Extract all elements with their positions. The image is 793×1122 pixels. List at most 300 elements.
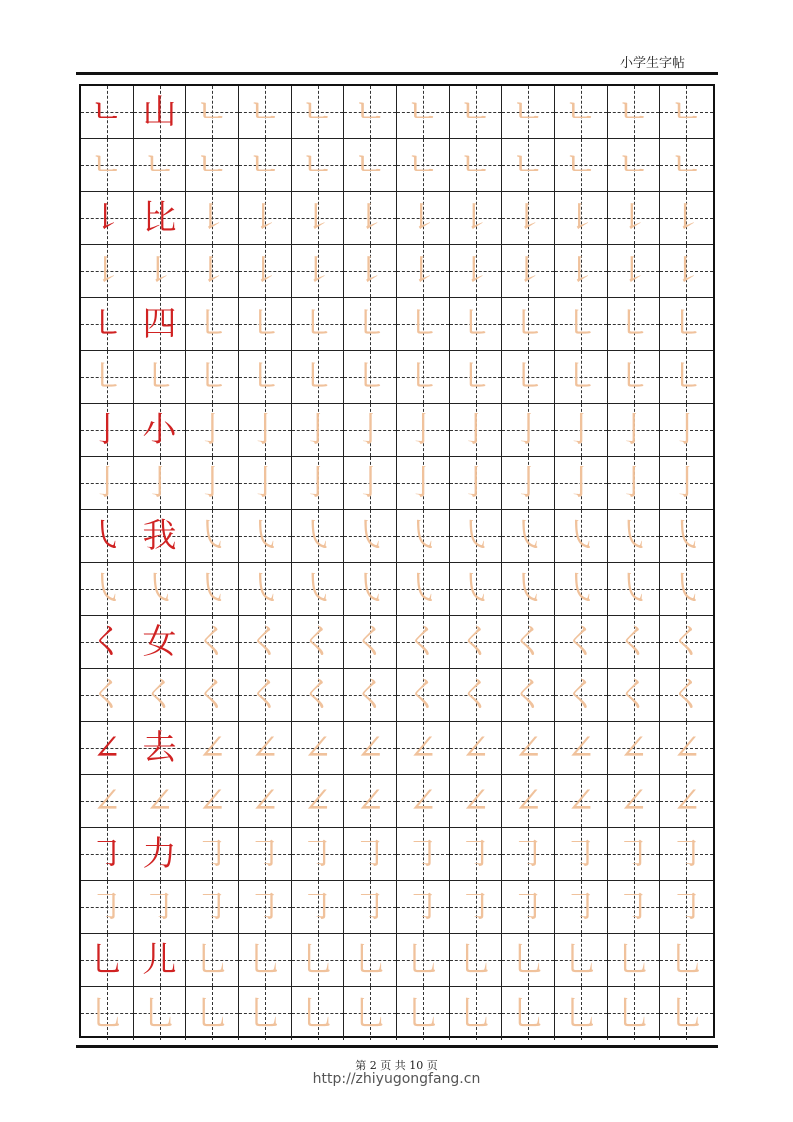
practice-cell [134,192,187,245]
practice-cell [608,404,661,457]
practice-cell [81,828,134,881]
practice-cell [344,139,397,192]
trace-stroke: ㄴ [90,145,124,185]
practice-cell [555,245,608,298]
practice-cell [502,192,555,245]
trace-stroke: 亅 [616,410,651,450]
trace-stroke: く [616,622,651,662]
trace-stroke: ㇆ [616,887,651,927]
model-stroke: ㄴ [90,92,124,132]
practice-cell [134,139,187,192]
practice-cell [660,510,713,563]
trace-stroke: ㄴ [353,145,387,185]
trace-stroke: ㇂ [195,569,230,609]
trace-stroke: 乚 [458,993,493,1034]
practice-cell [397,616,450,669]
trace-stroke: ㇆ [563,887,598,927]
trace-stroke: 乚 [511,940,546,980]
trace-stroke: 乚 [405,993,440,1034]
trace-stroke: ㇆ [89,887,124,927]
practice-cell [397,298,450,351]
trace-stroke: ∠ [461,728,490,768]
practice-cell [344,351,397,404]
practice-cell [81,563,134,616]
model-stroke: ㇂ [89,516,124,556]
trace-stroke: ㇆ [669,887,704,927]
practice-cell [555,669,608,722]
trace-stroke: ㇄ [511,357,546,397]
trace-stroke: 亅 [563,463,598,503]
page-number: 第 2 页 共 10 页 [355,1059,438,1072]
trace-stroke: く [195,675,230,715]
practice-cell [239,881,292,934]
practice-cell [81,86,134,139]
practice-cell [555,192,608,245]
trace-stroke: ㇆ [458,887,493,927]
practice-cell [292,404,345,457]
practice-row [81,563,713,616]
trace-stroke: ㇙ [563,198,598,238]
practice-cell [344,616,397,669]
practice-cell [292,298,345,351]
practice-cell [239,457,292,510]
practice-cell [660,245,713,298]
practice-cell [186,298,239,351]
trace-stroke: ㇙ [353,251,388,291]
trace-stroke: 乚 [300,940,335,980]
example-character: 小 [142,410,177,450]
trace-stroke: ㄴ [459,145,492,185]
trace-stroke: ㇂ [563,569,598,609]
trace-stroke: く [669,622,704,662]
practice-cell [608,881,661,934]
trace-stroke: ㇄ [405,357,440,397]
trace-stroke: く [511,622,546,662]
trace-stroke: ㇂ [353,569,388,609]
trace-stroke: く [511,675,546,715]
model-stroke: ㇆ [89,834,124,874]
practice-cell [502,881,555,934]
practice-cell [292,722,345,775]
practice-cell [502,245,555,298]
practice-cell [239,616,292,669]
trace-stroke: ∠ [408,781,438,821]
practice-cell [660,669,713,722]
practice-cell [292,139,345,192]
example-character: 女 [142,622,177,662]
trace-stroke: く [616,675,651,715]
practice-row [81,616,713,669]
practice-cell [502,775,555,828]
practice-cell [239,245,292,298]
trace-stroke: ㇄ [511,304,546,344]
trace-stroke: ㇙ [511,251,546,291]
practice-row [81,404,713,457]
trace-stroke: ㇄ [616,304,651,344]
practice-cell [292,881,345,934]
practice-cell [344,934,397,987]
practice-cell [555,351,608,404]
model-stroke: く [89,622,124,662]
example-character: 我 [142,516,177,556]
practice-cell [239,775,292,828]
example-character: 去 [142,728,177,768]
practice-cell [344,192,397,245]
practice-cell [450,881,503,934]
practice-cell [239,139,292,192]
trace-stroke: ㄴ [511,92,545,132]
trace-stroke: ∠ [145,781,174,821]
trace-stroke: ㇄ [247,357,282,397]
practice-cell [81,245,134,298]
top-rule [76,72,718,75]
trace-stroke: ㇆ [247,834,282,874]
practice-cell [344,510,397,563]
practice-cell [186,669,239,722]
trace-stroke: ∠ [672,728,701,768]
practice-cell [134,457,187,510]
practice-cell [502,722,555,775]
trace-stroke: ㇙ [616,198,651,238]
trace-stroke: ㇂ [353,516,388,556]
trace-stroke: 亅 [89,463,124,503]
practice-cell [344,563,397,616]
practice-cell [397,828,450,881]
trace-stroke: 乚 [300,993,335,1034]
trace-stroke: ㇆ [563,834,598,874]
practice-row [81,934,713,987]
trace-stroke: ∠ [672,781,701,821]
practice-cell [134,404,187,457]
practice-cell [81,351,134,404]
practice-row [81,828,713,881]
practice-cell [292,510,345,563]
trace-stroke: 亅 [458,410,493,450]
practice-cell [134,987,187,1040]
practice-cell [239,828,292,881]
practice-cell [608,563,661,616]
practice-cell [660,775,713,828]
trace-stroke: 乚 [247,993,282,1034]
practice-cell [81,987,134,1040]
trace-stroke: 亅 [247,463,282,503]
practice-cell [186,722,239,775]
practice-cell [608,722,661,775]
trace-stroke: く [353,675,388,715]
practice-cell [555,510,608,563]
practice-cell [608,987,661,1040]
trace-stroke: ㇄ [195,357,230,397]
practice-cell [397,669,450,722]
practice-cell [239,404,292,457]
practice-cell [450,457,503,510]
trace-stroke: ㇙ [300,251,335,291]
practice-cell [502,457,555,510]
practice-cell [134,510,187,563]
practice-cell [660,404,713,457]
practice-cell [344,245,397,298]
trace-stroke: く [353,622,388,662]
trace-stroke: ㇄ [458,304,493,344]
trace-stroke: ㇆ [300,834,335,874]
practice-cell [450,139,503,192]
practice-cell [186,404,239,457]
practice-cell [186,86,239,139]
trace-stroke: ㄴ [564,92,598,132]
practice-row [81,775,713,828]
trace-stroke: ㇄ [458,357,493,397]
practice-cell [450,404,503,457]
trace-stroke: ㇄ [89,357,124,397]
practice-cell [397,881,450,934]
practice-cell [555,934,608,987]
trace-stroke: 乚 [353,993,388,1034]
trace-stroke: ㇙ [669,251,704,291]
practice-cell [186,828,239,881]
practice-row [81,192,713,245]
trace-stroke: ㇙ [142,251,177,291]
practice-cell [608,510,661,563]
trace-stroke: 乚 [669,940,704,980]
practice-grid [79,84,715,1038]
practice-cell [555,722,608,775]
trace-stroke: ㇙ [616,251,651,291]
trace-stroke: ㇙ [195,251,230,291]
practice-cell [555,828,608,881]
trace-stroke: ∠ [250,728,280,768]
trace-stroke: ㄴ [195,145,229,185]
practice-cell [81,139,134,192]
practice-cell [239,298,292,351]
trace-stroke: ㇙ [247,198,282,238]
trace-stroke: 乚 [616,940,651,980]
trace-stroke: ㇆ [353,887,388,927]
trace-stroke: ㇄ [616,357,651,397]
trace-stroke: 乚 [195,940,230,980]
trace-stroke: ㄴ [353,92,387,132]
trace-stroke: 亅 [563,410,598,450]
practice-cell [502,139,555,192]
trace-stroke: く [458,675,493,715]
practice-cell [186,192,239,245]
practice-cell [397,245,450,298]
practice-cell [502,298,555,351]
trace-stroke: ㄴ [301,92,334,132]
example-character: 四 [142,304,177,344]
practice-cell [186,987,239,1040]
practice-cell [134,722,187,775]
practice-cell [344,722,397,775]
trace-stroke: ㇙ [89,251,124,291]
trace-stroke: 亅 [247,410,282,450]
practice-cell [81,457,134,510]
practice-cell [81,616,134,669]
practice-cell [292,775,345,828]
trace-stroke: ㇆ [405,834,440,874]
header-title: 小学生字帖 [619,56,685,71]
trace-stroke: く [300,675,335,715]
trace-stroke: 亅 [616,463,651,503]
trace-stroke: く [247,675,282,715]
practice-cell [502,828,555,881]
trace-stroke: ㇙ [195,198,230,238]
trace-stroke: ㄴ [564,145,598,185]
practice-cell [186,351,239,404]
practice-cell [397,775,450,828]
practice-cell [344,457,397,510]
practice-cell [239,934,292,987]
practice-cell [81,298,134,351]
practice-cell [660,987,713,1040]
practice-cell [344,775,397,828]
practice-cell [502,669,555,722]
practice-cell [81,881,134,934]
practice-cell [239,86,292,139]
practice-cell [450,934,503,987]
practice-cell [134,351,187,404]
model-stroke: ㇄ [89,304,124,344]
practice-cell [502,351,555,404]
trace-stroke: ㇙ [669,198,704,238]
practice-cell [502,404,555,457]
practice-cell [450,192,503,245]
trace-stroke: ㇄ [563,304,598,344]
practice-cell [450,351,503,404]
practice-row [81,245,713,298]
practice-row [81,86,713,139]
practice-cell [608,775,661,828]
practice-cell [397,404,450,457]
practice-cell [608,86,661,139]
practice-cell [134,298,187,351]
practice-cell [292,669,345,722]
practice-cell [660,139,713,192]
trace-stroke: ㇆ [195,834,230,874]
trace-stroke: 乚 [89,993,124,1034]
trace-stroke: く [669,675,704,715]
practice-cell [186,616,239,669]
practice-cell [81,934,134,987]
trace-stroke: 乚 [142,993,177,1034]
trace-stroke: ㇂ [89,569,124,609]
trace-stroke: く [300,622,335,662]
trace-stroke: 亅 [405,463,440,503]
trace-stroke: 亅 [669,410,704,450]
trace-stroke: ㄴ [617,145,650,185]
trace-stroke: ∠ [250,781,280,821]
trace-stroke: ∠ [513,728,543,768]
practice-row [81,881,713,934]
trace-stroke: ㇂ [405,569,440,609]
trace-stroke: ∠ [355,781,385,821]
practice-cell [292,192,345,245]
practice-cell [81,722,134,775]
practice-row [81,987,713,1040]
trace-stroke: ㇙ [300,198,335,238]
trace-stroke: ∠ [92,781,122,821]
example-character: 比 [142,198,177,238]
trace-stroke: 乚 [195,993,230,1034]
practice-cell [502,987,555,1040]
practice-cell [608,192,661,245]
trace-stroke: く [563,622,598,662]
practice-row [81,457,713,510]
trace-stroke: ∠ [566,728,596,768]
practice-row [81,510,713,563]
trace-stroke: ∠ [461,781,490,821]
practice-cell [660,298,713,351]
trace-stroke: 乚 [669,993,704,1034]
practice-cell [502,616,555,669]
example-character: 力 [142,834,177,874]
trace-stroke: ㇆ [142,887,177,927]
practice-cell [134,669,187,722]
trace-stroke: ㇄ [353,357,388,397]
trace-stroke: ㇙ [563,251,598,291]
trace-stroke: 亅 [195,410,230,450]
trace-stroke: ㇂ [458,516,493,556]
practice-cell [608,139,661,192]
practice-cell [608,669,661,722]
practice-cell [450,298,503,351]
trace-stroke: ㇂ [247,569,282,609]
trace-stroke: 乚 [511,993,546,1034]
trace-stroke: 乚 [563,993,598,1034]
practice-cell [450,775,503,828]
trace-stroke: ㄴ [248,145,282,185]
trace-stroke: ㇄ [300,357,335,397]
trace-stroke: 乚 [458,940,493,980]
trace-stroke: 亅 [511,463,546,503]
trace-stroke: ㇂ [405,516,440,556]
trace-stroke: ㇆ [511,834,546,874]
practice-cell [450,245,503,298]
trace-stroke: ∠ [566,781,596,821]
trace-stroke: ㄴ [143,145,176,185]
practice-cell [239,510,292,563]
practice-cell [660,828,713,881]
practice-cell [660,351,713,404]
practice-row [81,351,713,404]
trace-stroke: ㇆ [669,834,704,874]
trace-stroke: ㄴ [511,145,545,185]
trace-stroke: ㇂ [300,516,335,556]
model-stroke: ㇙ [89,198,124,238]
trace-stroke: ㄴ [406,145,440,185]
practice-cell [81,510,134,563]
practice-cell [134,828,187,881]
trace-stroke: ∠ [619,728,648,768]
trace-stroke: ∠ [303,781,332,821]
practice-cell [344,669,397,722]
footer-url: http://zhiyugongfang.cn [312,1071,481,1087]
trace-stroke: ∠ [408,728,438,768]
trace-stroke: 亅 [353,410,388,450]
trace-stroke: 亅 [300,410,335,450]
practice-cell [555,298,608,351]
trace-stroke: ㇂ [247,516,282,556]
practice-row [81,722,713,775]
practice-cell [660,934,713,987]
practice-cell [239,563,292,616]
trace-stroke: ∠ [197,728,227,768]
trace-stroke: ㇄ [353,304,388,344]
trace-stroke: ㇆ [405,887,440,927]
trace-stroke: ㇂ [195,516,230,556]
trace-stroke: ㇂ [511,569,546,609]
trace-stroke: ㇙ [458,251,493,291]
trace-stroke: ㇄ [669,304,704,344]
